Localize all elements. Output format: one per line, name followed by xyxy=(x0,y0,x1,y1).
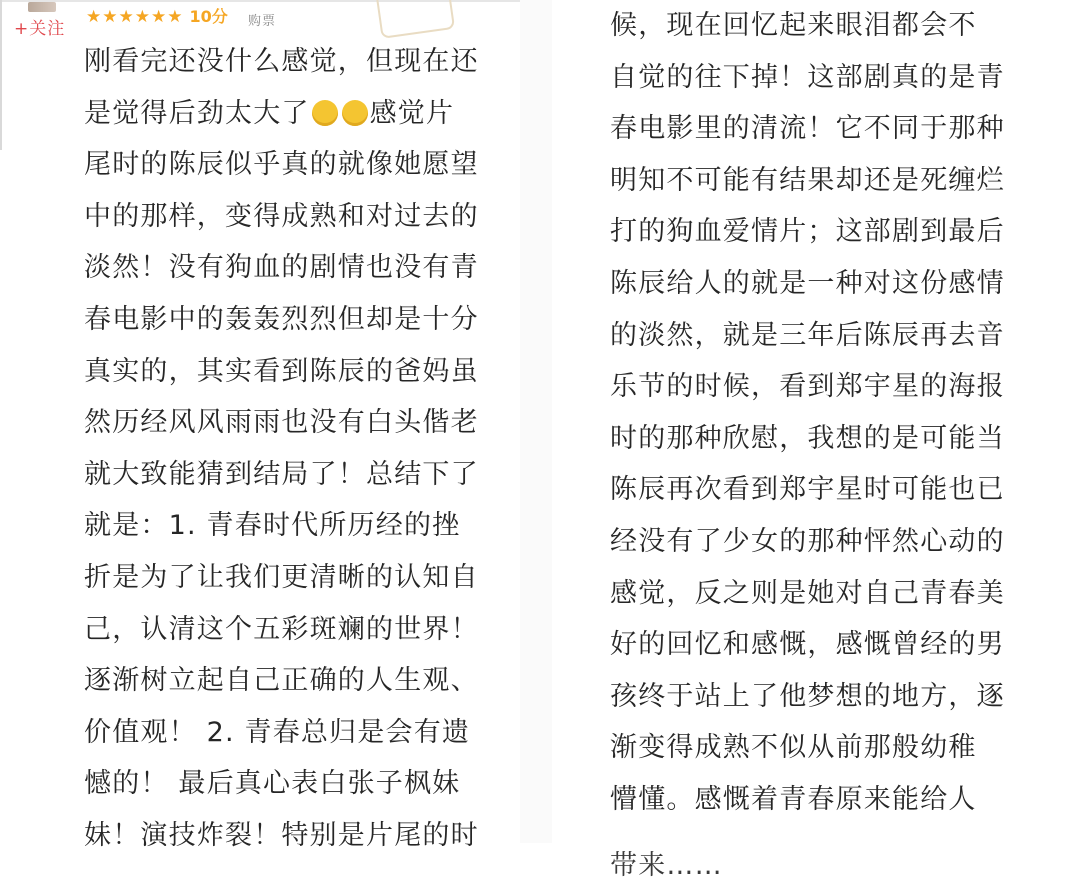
review-text xyxy=(84,36,479,862)
review-line: 就是：1. 青春时代所历经的挫 xyxy=(84,500,479,552)
crying-emoji-icon xyxy=(342,100,368,126)
review-line: 春电影里的清流！它不同于那种 xyxy=(610,103,1005,155)
star-icon: ★ xyxy=(151,6,166,28)
review-line: 淡然！没有狗血的剧情也没有青 xyxy=(84,242,479,294)
review-line: 真实的，其实看到陈辰的爸妈虽 xyxy=(84,346,479,398)
watermark-stamp-icon xyxy=(375,0,455,39)
review-line: 的淡然，就是三年后陈辰再去音 xyxy=(610,310,1005,362)
star-icon: ★ xyxy=(119,6,134,28)
review-line: 就大致能猜到结局了！总结下了 xyxy=(84,449,479,501)
review-header xyxy=(0,0,520,40)
follow-button[interactable]: +关注 xyxy=(14,14,65,39)
review-text-continued xyxy=(610,0,1005,852)
star-icon: ★ xyxy=(86,6,101,28)
review-line: 懵懂。感慨着青春原来能给人 xyxy=(610,774,1005,826)
right-review-panel xyxy=(552,0,1080,843)
review-line: 尾时的陈辰似乎真的就像她愿望 xyxy=(84,139,479,191)
purchase-tag: 购票 xyxy=(248,10,276,29)
review-line xyxy=(84,88,479,140)
review-line: 陈辰给人的就是一种对这份感情 xyxy=(610,258,1005,310)
cut-text: 带来…… xyxy=(610,840,1005,891)
review-line: 憾的！ 最后真心表白张子枫妹 xyxy=(84,758,479,810)
review-line: 春电影中的轰轰烈烈但却是十分 xyxy=(84,294,479,346)
review-line: 好的回忆和感慨，感慨曾经的男 xyxy=(610,619,1005,671)
review-line: 中的那样，变得成熟和对过去的 xyxy=(84,191,479,243)
avatar[interactable] xyxy=(28,2,56,12)
rating-score: 10分 xyxy=(190,6,228,28)
review-line-cut-off xyxy=(610,826,1005,852)
crying-emoji-icon xyxy=(312,100,338,126)
review-line: 孩终于站上了他梦想的地方，逐 xyxy=(610,671,1005,723)
review-line: 然历经风风雨雨也没有白头偕老 xyxy=(84,397,479,449)
review-line: 逐渐树立起自己正确的人生观、 xyxy=(84,655,479,707)
review-line: 经没有了少女的那种怦然心动的 xyxy=(610,516,1005,568)
review-line: 明知不可能有结果却还是死缠烂 xyxy=(610,155,1005,207)
review-line: 价值观！ 2. 青春总归是会有遗 xyxy=(84,707,479,759)
gutter xyxy=(520,0,552,843)
review-line: 折是为了让我们更清晰的认知自 xyxy=(84,552,479,604)
review-line: 妹！演技炸裂！特别是片尾的时 xyxy=(84,810,479,862)
review-line: 打的狗血爱情片；这部剧到最后 xyxy=(610,206,1005,258)
review-line: 陈辰再次看到郑宇星时可能也已 xyxy=(610,464,1005,516)
star-rating xyxy=(86,6,228,28)
review-line: 渐变得成熟不似从前那般幼稚 xyxy=(610,722,1005,774)
review-line: 乐节的时候，看到郑宇星的海报 xyxy=(610,361,1005,413)
review-line: 刚看完还没什么感觉，但现在还 xyxy=(84,36,479,88)
review-line-text: 是觉得后劲太大了 xyxy=(84,98,310,129)
review-line-tail: 感觉片 xyxy=(370,98,455,129)
star-icon: ★ xyxy=(167,6,182,28)
review-line: 自觉的往下掉！这部剧真的是青 xyxy=(610,52,1005,104)
left-review-panel xyxy=(0,0,520,843)
star-icon: ★ xyxy=(135,6,150,28)
review-line: 时的那种欣慰，我想的是可能当 xyxy=(610,413,1005,465)
review-line: 候，现在回忆起来眼泪都会不 xyxy=(610,0,1005,52)
star-icon: ★ xyxy=(102,6,117,28)
review-line: 己，认清这个五彩斑斓的世界！ xyxy=(84,604,479,656)
review-line: 感觉，反之则是她对自己青春美 xyxy=(610,568,1005,620)
avatar-area xyxy=(14,2,74,38)
